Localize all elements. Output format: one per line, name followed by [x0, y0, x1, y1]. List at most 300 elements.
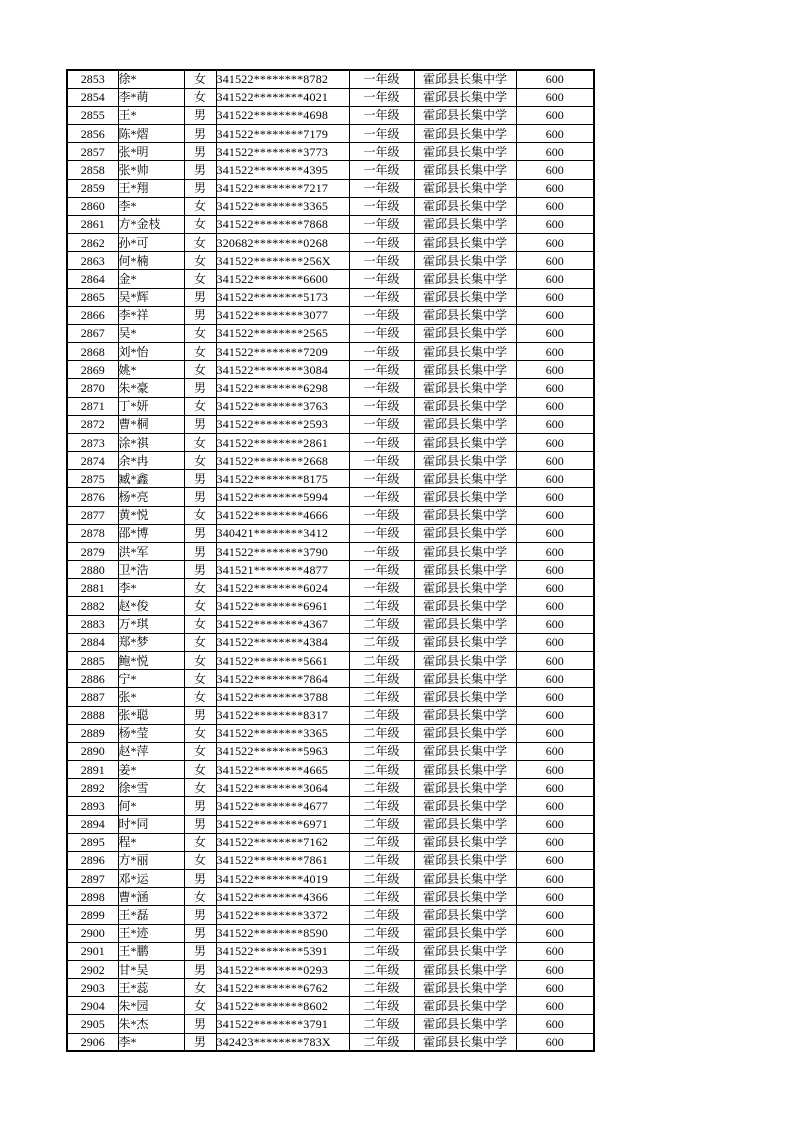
table-row	[67, 851, 594, 869]
table-row	[67, 742, 594, 760]
serial-cell: 2879	[67, 542, 118, 560]
table-row	[67, 1033, 594, 1051]
school-cell: 霍邱县长集中学	[414, 506, 516, 524]
id-number-cell: 341522********3773	[216, 143, 349, 161]
grade-cell: 一年级	[349, 106, 414, 124]
serial-cell: 2865	[67, 288, 118, 306]
id-number-cell: 341522********3077	[216, 306, 349, 324]
id-number-cell: 341522********5963	[216, 742, 349, 760]
school-cell: 霍邱县长集中学	[414, 579, 516, 597]
table-row	[67, 252, 594, 270]
table-row	[67, 815, 594, 833]
serial-cell: 2856	[67, 125, 118, 143]
gender-cell: 女	[184, 633, 216, 651]
school-cell: 霍邱县长集中学	[414, 270, 516, 288]
school-cell: 霍邱县长集中学	[414, 415, 516, 433]
name-cell: 余*冉	[118, 452, 184, 470]
serial-cell: 2901	[67, 942, 118, 960]
grade-cell: 一年级	[349, 234, 414, 252]
id-number-cell: 341522********6600	[216, 270, 349, 288]
amount-cell: 600	[516, 924, 594, 942]
gender-cell: 男	[184, 815, 216, 833]
gender-cell: 男	[184, 906, 216, 924]
gender-cell: 男	[184, 415, 216, 433]
grade-cell: 一年级	[349, 579, 414, 597]
serial-cell: 2893	[67, 797, 118, 815]
school-cell: 霍邱县长集中学	[414, 997, 516, 1015]
id-number-cell: 341522********4395	[216, 161, 349, 179]
gender-cell: 男	[184, 1015, 216, 1033]
gender-cell: 女	[184, 688, 216, 706]
id-number-cell: 341522********3763	[216, 397, 349, 415]
school-cell: 霍邱县长集中学	[414, 379, 516, 397]
grade-cell: 二年级	[349, 742, 414, 760]
table-row	[67, 761, 594, 779]
gender-cell: 男	[184, 942, 216, 960]
id-number-cell: 341522********7864	[216, 670, 349, 688]
table-row	[67, 270, 594, 288]
gender-cell: 女	[184, 997, 216, 1015]
gender-cell: 女	[184, 252, 216, 270]
school-cell: 霍邱县长集中学	[414, 633, 516, 651]
name-cell: 曹*涵	[118, 888, 184, 906]
grade-cell: 二年级	[349, 851, 414, 869]
serial-cell: 2885	[67, 652, 118, 670]
grade-cell: 二年级	[349, 797, 414, 815]
grade-cell: 一年级	[349, 288, 414, 306]
school-cell: 霍邱县长集中学	[414, 70, 516, 88]
gender-cell: 女	[184, 270, 216, 288]
grade-cell: 二年级	[349, 688, 414, 706]
gender-cell: 男	[184, 561, 216, 579]
grade-cell: 二年级	[349, 724, 414, 742]
table-row	[67, 579, 594, 597]
id-number-cell: 341522********6961	[216, 597, 349, 615]
id-number-cell: 341522********6298	[216, 379, 349, 397]
id-number-cell: 341522********7868	[216, 215, 349, 233]
amount-cell: 600	[516, 779, 594, 797]
serial-cell: 2872	[67, 415, 118, 433]
grade-cell: 二年级	[349, 979, 414, 997]
school-cell: 霍邱县长集中学	[414, 234, 516, 252]
id-number-cell: 320682********0268	[216, 234, 349, 252]
grade-cell: 一年级	[349, 306, 414, 324]
table-row	[67, 670, 594, 688]
serial-cell: 2902	[67, 960, 118, 978]
id-number-cell: 342423********783X	[216, 1033, 349, 1051]
id-number-cell: 341522********8175	[216, 470, 349, 488]
school-cell: 霍邱县长集中学	[414, 343, 516, 361]
amount-cell: 600	[516, 797, 594, 815]
name-cell: 何*楠	[118, 252, 184, 270]
serial-cell: 2853	[67, 70, 118, 88]
name-cell: 卫*浩	[118, 561, 184, 579]
id-number-cell: 341522********5173	[216, 288, 349, 306]
amount-cell: 600	[516, 561, 594, 579]
student-subsidy-table	[66, 69, 595, 1052]
name-cell: 邓*运	[118, 870, 184, 888]
table-row	[67, 797, 594, 815]
grade-cell: 二年级	[349, 1033, 414, 1051]
table-row	[67, 942, 594, 960]
grade-cell: 二年级	[349, 652, 414, 670]
table-row	[67, 433, 594, 451]
name-cell: 杨*亮	[118, 488, 184, 506]
school-cell: 霍邱县长集中学	[414, 361, 516, 379]
id-number-cell: 341522********8782	[216, 70, 349, 88]
school-cell: 霍邱县长集中学	[414, 542, 516, 560]
id-number-cell: 341521********4877	[216, 561, 349, 579]
name-cell: 姚*	[118, 361, 184, 379]
amount-cell: 600	[516, 688, 594, 706]
amount-cell: 600	[516, 125, 594, 143]
id-number-cell: 341522********3790	[216, 542, 349, 560]
amount-cell: 600	[516, 597, 594, 615]
grade-cell: 一年级	[349, 488, 414, 506]
amount-cell: 600	[516, 670, 594, 688]
name-cell: 姜*	[118, 761, 184, 779]
gender-cell: 女	[184, 724, 216, 742]
grade-cell: 二年级	[349, 870, 414, 888]
grade-cell: 二年级	[349, 1015, 414, 1033]
name-cell: 徐*	[118, 70, 184, 88]
id-number-cell: 341522********8590	[216, 924, 349, 942]
id-number-cell: 341522********4384	[216, 633, 349, 651]
student-table-body	[67, 70, 594, 1051]
amount-cell: 600	[516, 361, 594, 379]
table-row	[67, 288, 594, 306]
serial-cell: 2859	[67, 179, 118, 197]
name-cell: 曹*桐	[118, 415, 184, 433]
name-cell: 丁*妍	[118, 397, 184, 415]
school-cell: 霍邱县长集中学	[414, 960, 516, 978]
gender-cell: 男	[184, 924, 216, 942]
id-number-cell: 341522********7162	[216, 833, 349, 851]
school-cell: 霍邱县长集中学	[414, 397, 516, 415]
grade-cell: 一年级	[349, 542, 414, 560]
id-number-cell: 341522********4665	[216, 761, 349, 779]
name-cell: 宁*	[118, 670, 184, 688]
name-cell: 邵*博	[118, 524, 184, 542]
gender-cell: 男	[184, 960, 216, 978]
id-number-cell: 341522********5661	[216, 652, 349, 670]
table-row	[67, 924, 594, 942]
gender-cell: 男	[184, 1033, 216, 1051]
serial-cell: 2874	[67, 452, 118, 470]
table-row	[67, 506, 594, 524]
table-row	[67, 343, 594, 361]
id-number-cell: 341522********3788	[216, 688, 349, 706]
name-cell: 张*	[118, 688, 184, 706]
name-cell: 吴*辉	[118, 288, 184, 306]
name-cell: 赵*俊	[118, 597, 184, 615]
serial-cell: 2878	[67, 524, 118, 542]
serial-cell: 2855	[67, 106, 118, 124]
table-row	[67, 125, 594, 143]
serial-cell: 2886	[67, 670, 118, 688]
gender-cell: 男	[184, 542, 216, 560]
table-row	[67, 452, 594, 470]
name-cell: 陈*熠	[118, 125, 184, 143]
gender-cell: 女	[184, 761, 216, 779]
amount-cell: 600	[516, 270, 594, 288]
amount-cell: 600	[516, 524, 594, 542]
id-number-cell: 341522********6762	[216, 979, 349, 997]
amount-cell: 600	[516, 106, 594, 124]
school-cell: 霍邱县长集中学	[414, 761, 516, 779]
table-row	[67, 524, 594, 542]
gender-cell: 女	[184, 70, 216, 88]
serial-cell: 2898	[67, 888, 118, 906]
table-row	[67, 306, 594, 324]
gender-cell: 男	[184, 288, 216, 306]
name-cell: 方*金枝	[118, 215, 184, 233]
school-cell: 霍邱县长集中学	[414, 452, 516, 470]
gender-cell: 女	[184, 433, 216, 451]
school-cell: 霍邱县长集中学	[414, 652, 516, 670]
school-cell: 霍邱县长集中学	[414, 524, 516, 542]
grade-cell: 二年级	[349, 960, 414, 978]
id-number-cell: 341522********7179	[216, 125, 349, 143]
amount-cell: 600	[516, 215, 594, 233]
amount-cell: 600	[516, 379, 594, 397]
name-cell: 王*鹏	[118, 942, 184, 960]
serial-cell: 2897	[67, 870, 118, 888]
id-number-cell: 341522********2593	[216, 415, 349, 433]
grade-cell: 一年级	[349, 70, 414, 88]
serial-cell: 2870	[67, 379, 118, 397]
serial-cell: 2873	[67, 433, 118, 451]
amount-cell: 600	[516, 470, 594, 488]
name-cell: 时*同	[118, 815, 184, 833]
gender-cell: 男	[184, 306, 216, 324]
table-row	[67, 888, 594, 906]
grade-cell: 一年级	[349, 415, 414, 433]
amount-cell: 600	[516, 452, 594, 470]
name-cell: 杨*莹	[118, 724, 184, 742]
table-row	[67, 1015, 594, 1033]
name-cell: 赵*萍	[118, 742, 184, 760]
grade-cell: 一年级	[349, 252, 414, 270]
amount-cell: 600	[516, 888, 594, 906]
serial-cell: 2887	[67, 688, 118, 706]
grade-cell: 二年级	[349, 833, 414, 851]
amount-cell: 600	[516, 960, 594, 978]
id-number-cell: 341522********7861	[216, 851, 349, 869]
grade-cell: 一年级	[349, 197, 414, 215]
table-row	[67, 470, 594, 488]
table-row	[67, 724, 594, 742]
school-cell: 霍邱县长集中学	[414, 742, 516, 760]
table-row	[67, 361, 594, 379]
table-row	[67, 960, 594, 978]
amount-cell: 600	[516, 724, 594, 742]
serial-cell: 2862	[67, 234, 118, 252]
school-cell: 霍邱县长集中学	[414, 215, 516, 233]
serial-cell: 2854	[67, 88, 118, 106]
serial-cell: 2857	[67, 143, 118, 161]
name-cell: 金*	[118, 270, 184, 288]
serial-cell: 2866	[67, 306, 118, 324]
gender-cell: 男	[184, 524, 216, 542]
serial-cell: 2890	[67, 742, 118, 760]
id-number-cell: 341522********6024	[216, 579, 349, 597]
id-number-cell: 341522********2861	[216, 433, 349, 451]
amount-cell: 600	[516, 652, 594, 670]
school-cell: 霍邱县长集中学	[414, 724, 516, 742]
serial-cell: 2888	[67, 706, 118, 724]
grade-cell: 二年级	[349, 633, 414, 651]
id-number-cell: 341522********6971	[216, 815, 349, 833]
school-cell: 霍邱县长集中学	[414, 252, 516, 270]
school-cell: 霍邱县长集中学	[414, 470, 516, 488]
id-number-cell: 341522********4698	[216, 106, 349, 124]
table-row	[67, 415, 594, 433]
table-row	[67, 779, 594, 797]
table-row	[67, 652, 594, 670]
name-cell: 涂*祺	[118, 433, 184, 451]
serial-cell: 2903	[67, 979, 118, 997]
id-number-cell: 341522********8317	[216, 706, 349, 724]
school-cell: 霍邱县长集中学	[414, 597, 516, 615]
amount-cell: 600	[516, 633, 594, 651]
table-row	[67, 870, 594, 888]
id-number-cell: 341522********3365	[216, 197, 349, 215]
grade-cell: 一年级	[349, 397, 414, 415]
grade-cell: 一年级	[349, 524, 414, 542]
serial-cell: 2864	[67, 270, 118, 288]
grade-cell: 一年级	[349, 161, 414, 179]
id-number-cell: 341522********4019	[216, 870, 349, 888]
gender-cell: 女	[184, 615, 216, 633]
grade-cell: 二年级	[349, 924, 414, 942]
gender-cell: 男	[184, 179, 216, 197]
gender-cell: 男	[184, 106, 216, 124]
amount-cell: 600	[516, 197, 594, 215]
amount-cell: 600	[516, 1015, 594, 1033]
amount-cell: 600	[516, 579, 594, 597]
serial-cell: 2881	[67, 579, 118, 597]
school-cell: 霍邱县长集中学	[414, 488, 516, 506]
amount-cell: 600	[516, 942, 594, 960]
name-cell: 王*磊	[118, 906, 184, 924]
table-row	[67, 215, 594, 233]
school-cell: 霍邱县长集中学	[414, 1033, 516, 1051]
grade-cell: 一年级	[349, 324, 414, 342]
amount-cell: 600	[516, 742, 594, 760]
grade-cell: 一年级	[349, 270, 414, 288]
serial-cell: 2880	[67, 561, 118, 579]
amount-cell: 600	[516, 761, 594, 779]
table-row	[67, 542, 594, 560]
amount-cell: 600	[516, 343, 594, 361]
amount-cell: 600	[516, 1033, 594, 1051]
school-cell: 霍邱县长集中学	[414, 179, 516, 197]
table-row	[67, 106, 594, 124]
table-row	[67, 615, 594, 633]
amount-cell: 600	[516, 997, 594, 1015]
school-cell: 霍邱县长集中学	[414, 125, 516, 143]
table-row	[67, 197, 594, 215]
gender-cell: 男	[184, 161, 216, 179]
amount-cell: 600	[516, 397, 594, 415]
gender-cell: 女	[184, 197, 216, 215]
name-cell: 孙*可	[118, 234, 184, 252]
id-number-cell: 341522********7217	[216, 179, 349, 197]
serial-cell: 2858	[67, 161, 118, 179]
gender-cell: 男	[184, 379, 216, 397]
id-number-cell: 341522********4666	[216, 506, 349, 524]
id-number-cell: 341522********4367	[216, 615, 349, 633]
serial-cell: 2860	[67, 197, 118, 215]
grade-cell: 二年级	[349, 888, 414, 906]
gender-cell: 男	[184, 125, 216, 143]
serial-cell: 2904	[67, 997, 118, 1015]
name-cell: 臧*鑫	[118, 470, 184, 488]
name-cell: 万*琪	[118, 615, 184, 633]
grade-cell: 二年级	[349, 761, 414, 779]
table-row	[67, 397, 594, 415]
school-cell: 霍邱县长集中学	[414, 815, 516, 833]
name-cell: 洪*军	[118, 542, 184, 560]
serial-cell: 2861	[67, 215, 118, 233]
id-number-cell: 341522********3365	[216, 724, 349, 742]
table-row	[67, 88, 594, 106]
gender-cell: 女	[184, 597, 216, 615]
amount-cell: 600	[516, 542, 594, 560]
name-cell: 张*聪	[118, 706, 184, 724]
table-row	[67, 906, 594, 924]
serial-cell: 2877	[67, 506, 118, 524]
id-number-cell: 341522********0293	[216, 960, 349, 978]
gender-cell: 女	[184, 88, 216, 106]
grade-cell: 一年级	[349, 452, 414, 470]
school-cell: 霍邱县长集中学	[414, 143, 516, 161]
name-cell: 徐*雪	[118, 779, 184, 797]
school-cell: 霍邱县长集中学	[414, 615, 516, 633]
amount-cell: 600	[516, 906, 594, 924]
id-number-cell: 341522********2668	[216, 452, 349, 470]
id-number-cell: 341522********4021	[216, 88, 349, 106]
id-number-cell: 341522********3084	[216, 361, 349, 379]
grade-cell: 一年级	[349, 179, 414, 197]
serial-cell: 2895	[67, 833, 118, 851]
grade-cell: 二年级	[349, 706, 414, 724]
id-number-cell: 341522********5994	[216, 488, 349, 506]
table-row	[67, 143, 594, 161]
name-cell: 刘*怡	[118, 343, 184, 361]
amount-cell: 600	[516, 252, 594, 270]
serial-cell: 2889	[67, 724, 118, 742]
amount-cell: 600	[516, 979, 594, 997]
amount-cell: 600	[516, 833, 594, 851]
name-cell: 鲍*悦	[118, 652, 184, 670]
amount-cell: 600	[516, 161, 594, 179]
serial-cell: 2863	[67, 252, 118, 270]
gender-cell: 男	[184, 470, 216, 488]
name-cell: 吴*	[118, 324, 184, 342]
gender-cell: 男	[184, 870, 216, 888]
school-cell: 霍邱县长集中学	[414, 324, 516, 342]
amount-cell: 600	[516, 143, 594, 161]
grade-cell: 一年级	[349, 361, 414, 379]
table-row	[67, 688, 594, 706]
amount-cell: 600	[516, 234, 594, 252]
amount-cell: 600	[516, 706, 594, 724]
grade-cell: 一年级	[349, 506, 414, 524]
gender-cell: 女	[184, 833, 216, 851]
school-cell: 霍邱县长集中学	[414, 197, 516, 215]
